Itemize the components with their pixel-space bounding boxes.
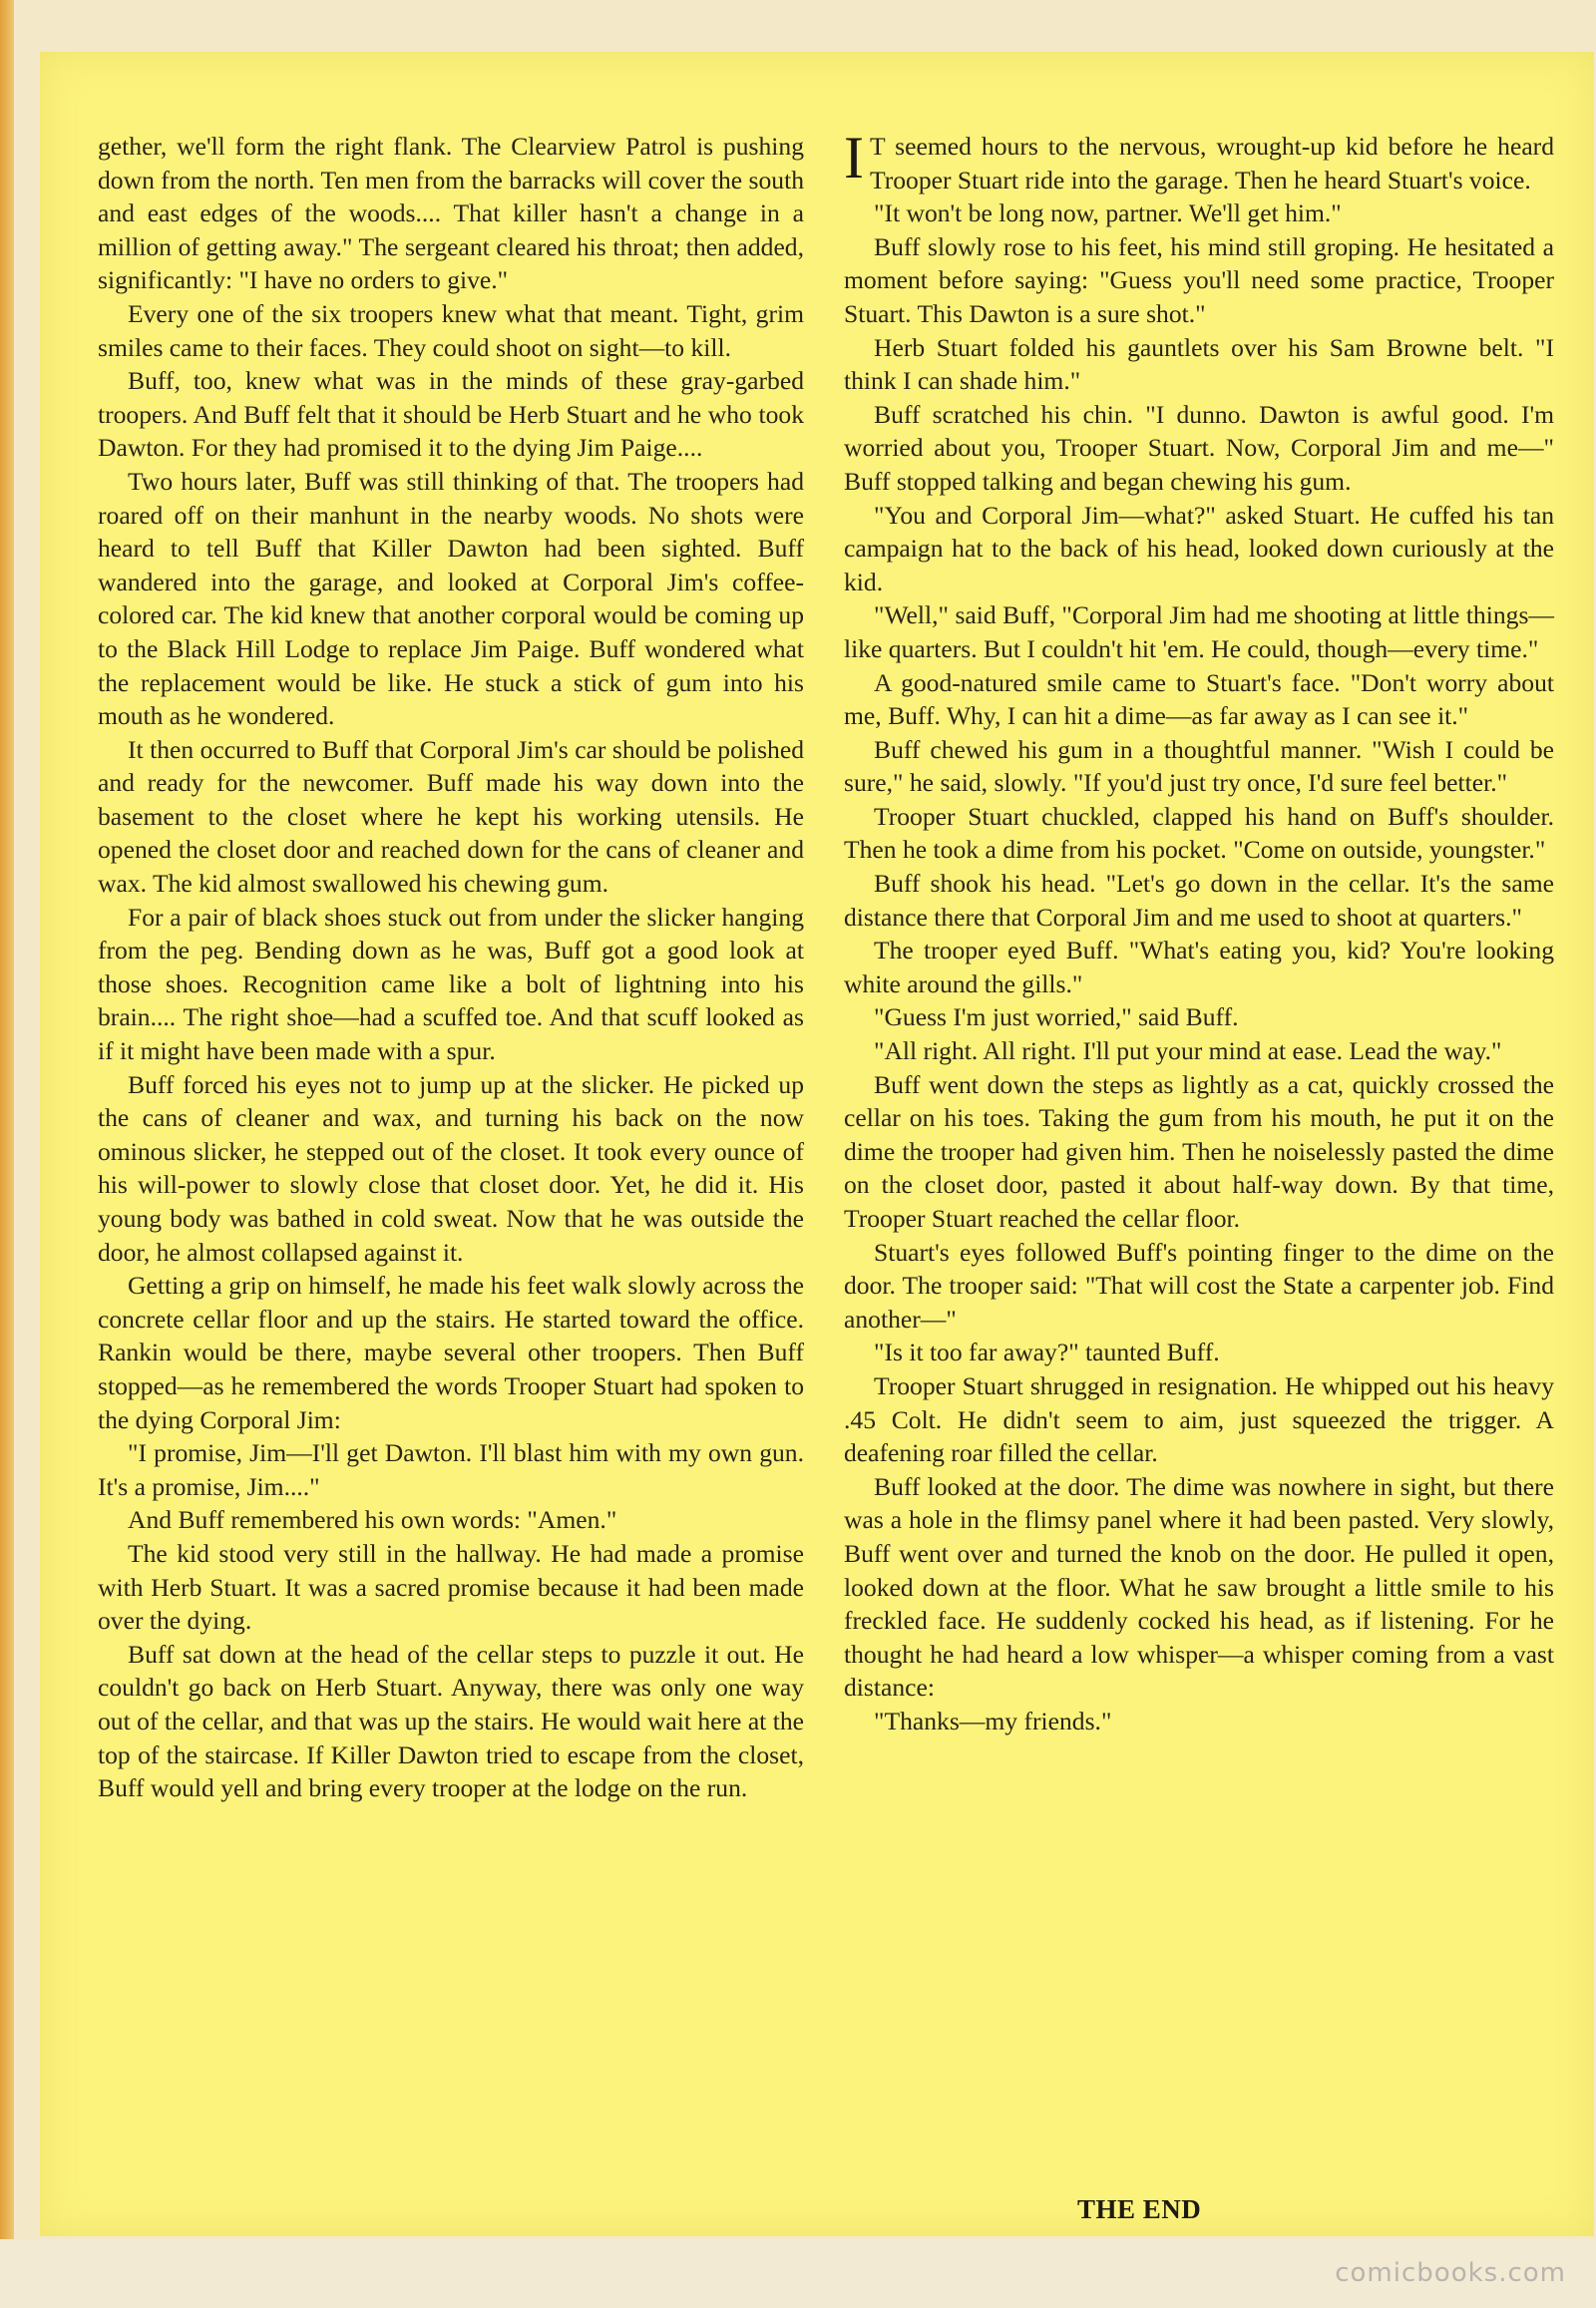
paragraph: "Guess I'm just worried," said Buff. [874, 1002, 1239, 1032]
the-end-label: THE END [1077, 2194, 1202, 2224]
opening-paragraph [844, 125, 1554, 196]
paragraph: "Is it too far away?" taunted Buff. [874, 1338, 1220, 1367]
paragraph: "I promise, Jim—I'll get Dawton. I'll blast him with my own gun. It's a promise, Jim...." [98, 1438, 804, 1501]
paragraph: "Well," said Buff, "Corporal Jim had me shooting at little things—like quarters. But I couldn't hit 'em. He could, though—every time." [844, 600, 1554, 663]
paragraph: Buff sat down at the head of the cellar steps to puzzle it out. He couldn't go back on Herb Stuart. Anyway, there was only one way out of the cellar, and that was up the stairs. He would wait here at the top of the staircase. If Killer Dawton tried to escape from the closet, Buff would yell and bring every trooper at the lodge on the run. [98, 1639, 804, 1803]
drop-cap: I [844, 125, 864, 191]
paragraph: Buff looked at the door. The dime was nowhere in sight, but there was a hole in the flimsy panel where it had been pasted. Very slowly, Buff went over and turned the knob on the door. He pulled it open, looked down at the floor. What he saw brought a little smile to his freckled face. He suddenly cocked his head, as if listening. For he thought he had heard a low whisper—a whisper coming from a vast distance: [844, 1471, 1554, 1703]
paragraph: Buff chewed his gum in a thoughtful manner. "Wish I could be sure," he said, slowly. "If you'd just try once, I'd sure feel better." [844, 734, 1554, 798]
paragraph: Two hours later, Buff was still thinking of that. The troopers had roared off on their manhunt in the nearby woods. No shots were heard to tell Buff that Killer Dawton had been sighted. Buff wandered into the garage, and looked at Corporal Jim's coffee-colored car. The kid knew that another corporal would be coming up to the Black Hill Lodge to replace Jim Paige. Buff wondered what the replacement would be like. He stuck a stick of gum into his mouth as he wondered. [98, 466, 804, 731]
paragraph: Buff went down the steps as lightly as a cat, quickly crossed the cellar on his toes. Taking the gum from his mouth, he put it on the dime the trooper had given him. Then he noiselessly pasted the dime on the closet door, pasted it about half-way down. By that time, Trooper Stuart reached the cellar floor. [844, 1069, 1554, 1233]
paragraph: It then occurred to Buff that Corporal Jim's car should be polished and ready for the newcomer. Buff made his way down into the basement to the closet where he kept his working utensils. He opened the closet door and reached down for the cans of cleaner and wax. The kid almost swallowed his chewing gum. [98, 734, 804, 899]
paragraph: "All right. All right. I'll put your mind at ease. Lead the way." [874, 1036, 1502, 1066]
paragraph: Stuart's eyes followed Buff's pointing finger to the dime on the door. The trooper said: "That will cost the State a carpenter job. Find another—" [844, 1237, 1554, 1334]
paragraph: Buff slowly rose to his feet, his mind still groping. He hesitated a moment before saying: "Guess you'll need some practice, Trooper Stuart. This Dawton is a sure shot." [844, 231, 1554, 328]
paragraph: "You and Corporal Jim—what?" asked Stuart. He cuffed his tan campaign hat to the back of his head, looked down curiously at the kid. [844, 500, 1554, 596]
paragraph: For a pair of black shoes stuck out from under the slicker hanging from the peg. Bending down as he was, Buff got a good look at those shoes. Recognition came like a bolt of lightning into his brain.... The right shoe—had a scuffed toe. And that scuff looked as if it might have been made with a spur. [98, 902, 804, 1066]
paragraph: gether, we'll form the right flank. The Clearview Patrol is pushing down from the north. Ten men from the barracks will cover the south and east edges of the woods.... That killer hasn't a change in a million of getting away." The sergeant cleared his throat; then added, significantly: "I have no orders to give." [98, 132, 804, 295]
paragraph: Trooper Stuart chuckled, clapped his hand on Buff's shoulder. Then he took a dime from his pocket. "Come on outside, youngster." [844, 801, 1554, 865]
paragraph: Every one of the six troopers knew what that meant. Tight, grim smiles came to their faces. They could shoot on sight—to kill. [98, 298, 804, 362]
paragraph: "It won't be long now, partner. We'll get him." [874, 198, 1342, 228]
paragraph: "Thanks—my friends." [874, 1706, 1112, 1735]
paragraph: Buff shook his head. "Let's go down in the cellar. It's the same distance there that Corporal Jim and me used to shoot at quarters." [844, 869, 1554, 932]
right-column [844, 125, 1554, 1738]
paragraph: Buff, too, knew what was in the minds of these gray-garbed troopers. And Buff felt that it should be Herb Stuart and he who took Dawton. For they had promised it to the dying Jim Paige.... [98, 366, 804, 463]
page-left-edge [0, 0, 14, 2308]
left-column [98, 130, 804, 1805]
paragraph: Getting a grip on himself, he made his feet walk slowly across the concrete cellar floor and up the stairs. He started toward the office. Rankin would be there, maybe several other troopers. Then Buff stopped—as he remembered the words Trooper Stuart had spoken to the dying Corporal Jim: [98, 1271, 804, 1434]
paragraph: The kid stood very still in the hallway. He had made a promise with Herb Stuart. It was a sacred promise because it had been made over the dying. [98, 1538, 804, 1636]
paragraph: And Buff remembered his own words: "Amen." [128, 1505, 617, 1535]
paragraph: The trooper eyed Buff. "What's eating you, kid? You're looking white around the gills." [844, 936, 1554, 998]
story-page [40, 52, 1594, 2236]
paragraph: Trooper Stuart shrugged in resignation. He whipped out his heavy .45 Colt. He didn't seem to aim, just squeezed the trigger. A deafening roar filled the cellar. [844, 1370, 1554, 1468]
watermark: comicbooks.com [1335, 2258, 1566, 2288]
opening-text: T seemed hours to the nervous, wrought-up kid before he heard Trooper Stuart ride into the garage. Then he heard Stuart's voice. [869, 132, 1554, 194]
paragraph: Herb Stuart folded his gauntlets over his Sam Browne belt. "I think I can shade him." [844, 332, 1554, 396]
paragraph: Buff forced his eyes not to jump up at the slicker. He picked up the cans of cleaner and wax, and turning his back on the now ominous slicker, he stepped out of the closet. It took every ounce of his will-power to slowly close that closet door. Yet, he did it. His young body was bathed in cold sweat. Now that he was outside the door, he almost collapsed against it. [98, 1069, 804, 1267]
paragraph: A good-natured smile came to Stuart's face. "Don't worry about me, Buff. Why, I can hit a dime—as far away as I can see it." [844, 667, 1554, 731]
paragraph: Buff scratched his chin. "I dunno. Dawton is awful good. I'm worried about you, Trooper Stuart. Now, Corporal Jim and me—" Buff stopped talking and began chewing his gum. [844, 399, 1554, 496]
